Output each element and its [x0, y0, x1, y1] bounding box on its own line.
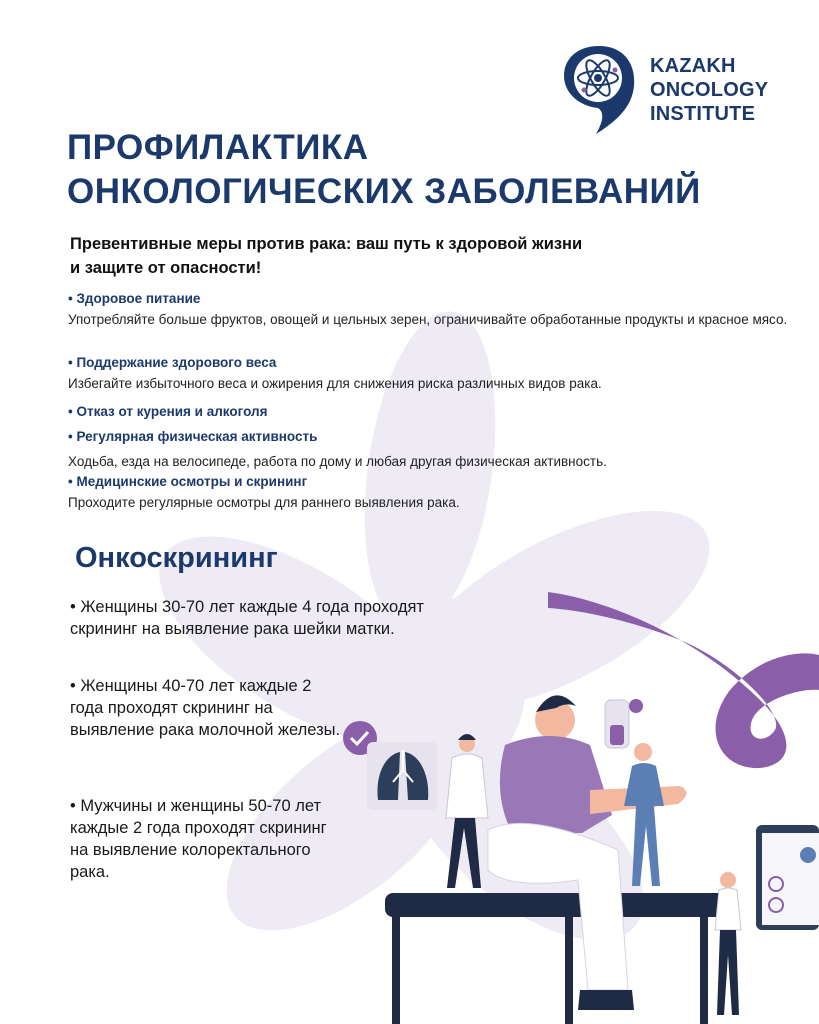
screening-title: Онкоскрининг: [75, 542, 278, 574]
tip-physical-activity: [68, 427, 607, 472]
clipboard-icon: [756, 825, 819, 930]
tip-text: Избегайте избыточного веса и ожирения для снижения риска различных видов рака.: [68, 376, 602, 391]
tip-healthy-diet: [68, 289, 787, 330]
tip-text: Проходите регулярные осмотры для раннего выявления рака.: [68, 495, 460, 510]
tip-medical-checkups: [68, 472, 460, 513]
screening-item-cervical: • Женщины 30-70 лет каждые 4 года проходят скрининг на выявление рака шейки матки.: [70, 598, 424, 638]
awareness-ribbon: [548, 592, 819, 768]
screening-item-colorectal: • Мужчины и женщины 50-70 лет каждые 2 года проходят скрининг на выявление колоректального рака.: [70, 797, 327, 881]
iv-drip-icon: [605, 699, 643, 748]
doctor-figure: [446, 734, 488, 888]
subtitle: Превентивные меры против рака: ваш путь к здоровой жизни и защите от опасности!: [70, 235, 583, 277]
title-line-1: ПРОФИЛАКТИКА: [67, 128, 369, 167]
tip-text: Употребляйте больше фруктов, овощей и цельных зерен, ограничивайте обработанные продукты и красное мясо.: [68, 312, 788, 327]
atom-logo-icon: [560, 42, 638, 138]
tip-heading: • Медицинские осмотры и скрининг: [68, 474, 308, 489]
screening-item-breast: • Женщины 40-70 лет каждые 2 года проходят скрининг на выявление рака молочной железы.: [70, 677, 341, 739]
small-doctor-figure: [715, 872, 741, 1015]
tip-heading: • Здоровое питание: [68, 291, 201, 306]
tip-heading: • Регулярная физическая активность: [68, 429, 318, 444]
tip-healthy-weight: [68, 353, 602, 394]
logo-line-1: KAZAKH: [650, 55, 736, 77]
tip-text: Ходьба, езда на велосипеде, работа по дому и любая другая физическая активность.: [68, 454, 607, 469]
page-title: [67, 126, 701, 214]
logo-text: [650, 54, 768, 126]
logo-line-2: ONCOLOGY: [650, 79, 769, 101]
examination-bed: [385, 893, 730, 1024]
tip-no-smoking-alcohol: [68, 402, 267, 422]
lung-xray-icon: [367, 742, 437, 810]
institute-logo: [560, 42, 768, 138]
tip-heading: • Поддержание здорового веса: [68, 355, 277, 370]
tip-heading: • Отказ от курения и алкоголя: [68, 404, 268, 419]
title-line-2: ОНКОЛОГИЧЕСКИХ ЗАБОЛЕВАНИЙ: [67, 172, 701, 211]
nurse-figure: [624, 743, 664, 886]
logo-line-3: INSTITUTE: [650, 103, 756, 125]
